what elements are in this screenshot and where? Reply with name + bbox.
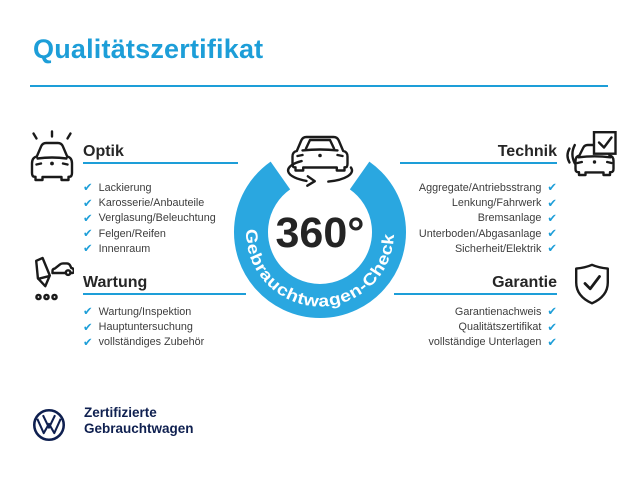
check-item (394, 305, 557, 320)
check-item-label: Garantienachweis (454, 306, 542, 319)
check-list (83, 181, 238, 257)
check-item-label: Karosserie/Anbauteile (98, 197, 205, 210)
check-icon: ✔ (83, 241, 93, 256)
check-item (394, 320, 557, 335)
check-icon: ✔ (547, 225, 557, 240)
pen-car-icon (30, 256, 74, 302)
check-item-label: Qualitätszertifikat (458, 321, 542, 334)
page-title: Qualitätszertifikat (33, 34, 264, 64)
footer-claim-line1: Zertifizierte (84, 405, 157, 420)
check-item-label: Sicherheit/Elektrik (454, 242, 542, 255)
ring-label: Gebrauchtwagen-Check (241, 228, 399, 311)
footer-claim-line2: Gebrauchtwagen (84, 421, 194, 436)
check-item (83, 335, 246, 350)
check-item-label: Wartung/Inspektion (98, 306, 192, 319)
check-icon: ✔ (83, 225, 93, 240)
check-item-label: Lackierung (98, 182, 152, 195)
check-icon: ✔ (83, 304, 93, 319)
check-item-label: Aggregate/Antriebsstrang (418, 182, 542, 195)
section-title: Technik (400, 144, 557, 164)
check-item-label: Hauptuntersuchung (98, 321, 193, 334)
footer-claim (84, 405, 194, 437)
check-item-label: Innenraum (98, 242, 151, 255)
section-garantie (394, 275, 557, 350)
check-icon: ✔ (83, 319, 93, 334)
check-item (400, 226, 557, 241)
check-item-label: Verglasung/Beleuchtung (98, 212, 216, 225)
check-item (394, 335, 557, 350)
section-technik (400, 144, 557, 256)
check-item-label: Lenkung/Fahrwerk (451, 197, 542, 210)
check-list (83, 305, 246, 351)
check-item (400, 181, 557, 196)
check-item-label: Bremsanlage (477, 212, 542, 225)
section-title: Garantie (394, 275, 557, 295)
section-optik (83, 144, 238, 256)
shield-check-icon (573, 263, 611, 305)
degree-value: 360° (275, 209, 365, 257)
check-icon: ✔ (547, 334, 557, 349)
check-list (400, 181, 557, 257)
check-item (83, 196, 238, 211)
vw-logo (32, 408, 66, 442)
car-shine-icon (29, 130, 75, 182)
check-item (83, 181, 238, 196)
check-item-label: vollständige Unterlagen (428, 336, 542, 349)
check-icon: ✔ (83, 195, 93, 210)
title-divider (30, 85, 608, 87)
360-check-badge (225, 110, 415, 325)
check-item (83, 241, 238, 256)
check-item (400, 211, 557, 226)
car-rotate-icon (288, 137, 352, 186)
check-item-label: vollständiges Zubehör (98, 336, 205, 349)
check-icon: ✔ (83, 210, 93, 225)
car-checkbox-icon (563, 131, 617, 177)
section-title: Wartung (83, 275, 246, 295)
section-wartung (83, 275, 246, 350)
section-title: Optik (83, 144, 238, 164)
check-item (83, 305, 246, 320)
check-item-label: Unterboden/Abgasanlage (418, 227, 542, 240)
check-icon: ✔ (547, 210, 557, 225)
check-icon: ✔ (547, 180, 557, 195)
check-icon: ✔ (547, 195, 557, 210)
check-item (400, 196, 557, 211)
check-item (83, 320, 246, 335)
check-item (83, 211, 238, 226)
check-item (400, 241, 557, 256)
check-icon: ✔ (547, 241, 557, 256)
check-item-label: Felgen/Reifen (98, 227, 166, 240)
check-list (394, 305, 557, 351)
check-icon: ✔ (83, 334, 93, 349)
check-item (83, 226, 238, 241)
check-icon: ✔ (83, 180, 93, 195)
check-icon: ✔ (547, 319, 557, 334)
check-icon: ✔ (547, 304, 557, 319)
